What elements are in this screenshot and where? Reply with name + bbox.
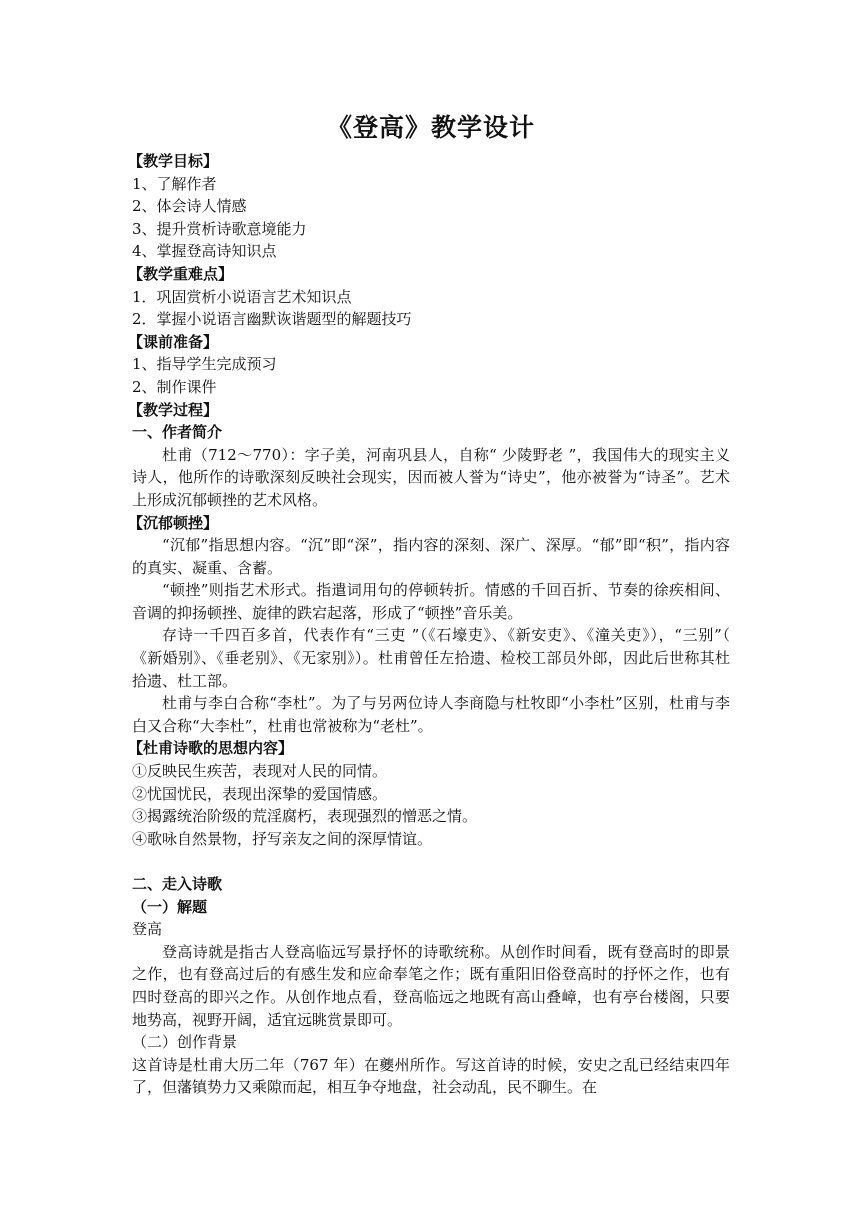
thought-item: ④歌咏自然景物，抒写亲友之间的深厚情谊。	[132, 829, 433, 848]
style-heading: 【沉郁顿挫】	[128, 513, 219, 532]
difficulty-heading: 【教学重难点】	[128, 264, 234, 283]
goal-item: 3、提升赏析诗歌意境能力	[132, 219, 307, 238]
goal-item: 1、了解作者	[132, 174, 217, 193]
section1-heading: 一、作者简介	[132, 423, 223, 442]
sub1-heading: （一）解题	[132, 897, 208, 916]
section2-heading: 二、走入诗歌	[132, 875, 223, 893]
sub2-paragraph: 这首诗是杜甫大历二年（767 年）在夔州所作。写这首诗的时候，安史之乱已经结束四年了，但藩镇势力又乘隙而起，相互争夺地盘，社会动乱，民不聊生。在	[132, 1055, 730, 1097]
difficulty-item: 2．掌握小说语言幽默诙谐题型的解题技巧	[132, 310, 412, 329]
process-heading: 【教学过程】	[128, 400, 219, 419]
prep-heading: 【课前准备】	[128, 332, 219, 351]
document-page	[128, 110, 730, 1099]
author-intro-paragraph: 杜甫（712～770）：字子美，河南巩县人，自称“ 少陵野老 ”，我国伟大的现实主义诗人，他所作的诗歌深刻反映社会现实，因而被人誉为“诗史”，他亦被誉为“诗圣”。艺术上形成沉郁顿挫的艺术风格。	[132, 445, 730, 509]
blank-line	[132, 850, 730, 873]
thought-item: ①反映民生疾苦，表现对人民的同情。	[132, 762, 388, 781]
goal-item: 2、体会诗人情感	[132, 197, 247, 216]
sub1-paragraph: 登高诗就是指古人登高临远写景抒怀的诗歌统称。从创作时间看，既有登高时的即景之作，也有登高过后的有感生发和应命奉笔之作；既有重阳旧俗登高时的抒怀之作，也有四时登高的即兴之作。从创作地点看，登高临远之地既有高山叠嶂，也有亭台楼阁，只要地势高，视野开阔，适宜远眺赏景即可。	[132, 942, 730, 1029]
document-title: 《登高》教学设计	[326, 113, 535, 142]
thought-heading: 【杜甫诗歌的思想内容】	[128, 739, 294, 758]
sub1-word: 登高	[132, 920, 163, 939]
thought-item: ③揭露统治阶级的荒淫腐朽，表现强烈的憎恶之情。	[132, 807, 478, 826]
style-paragraph: 杜甫与李白合称“李杜”。为了与另两位诗人李商隐与杜牧即“小李杜”区别，杜甫与李白又合称“大李杜”，杜甫也常被称为“老杜”。	[132, 694, 730, 735]
style-paragraph: “顿挫”则指艺术形式。指遣词用句的停顿转折。情感的千回百折、节奏的徐疾相间、音调的抑扬顿挫、旋律的跌宕起落，形成了“顿挫”音乐美。	[132, 581, 730, 622]
goals-heading: 【教学目标】	[128, 152, 219, 170]
prep-item: 2、制作课件	[132, 377, 217, 396]
thought-item: ②忧国忧民，表现出深挚的爱国情感。	[132, 784, 388, 803]
goal-item: 4、掌握登高诗知识点	[132, 242, 277, 261]
style-paragraph: 存诗一千四百多首，代表作有“三吏 ”（《石壕吏》、《新安吏》、《潼关吏》），“三别”（ 《新婚别》、《垂老别》、《无家别》）。杜甫曾任左拾遗、检校工部员外郎，因此后世称其杜拾遗、杜工部。	[132, 626, 730, 690]
sub2-heading: （二）创作背景	[132, 1033, 238, 1052]
difficulty-item: 1．巩固赏析小说语言艺术知识点	[132, 287, 352, 306]
prep-item: 1、指导学生完成预习	[132, 355, 277, 374]
style-paragraph: “沉郁”指思想内容。“沉”即“深”，指内容的深刻、深广、深厚。“郁”即“积”，指内容的真实、凝重、含蓄。	[132, 536, 730, 577]
